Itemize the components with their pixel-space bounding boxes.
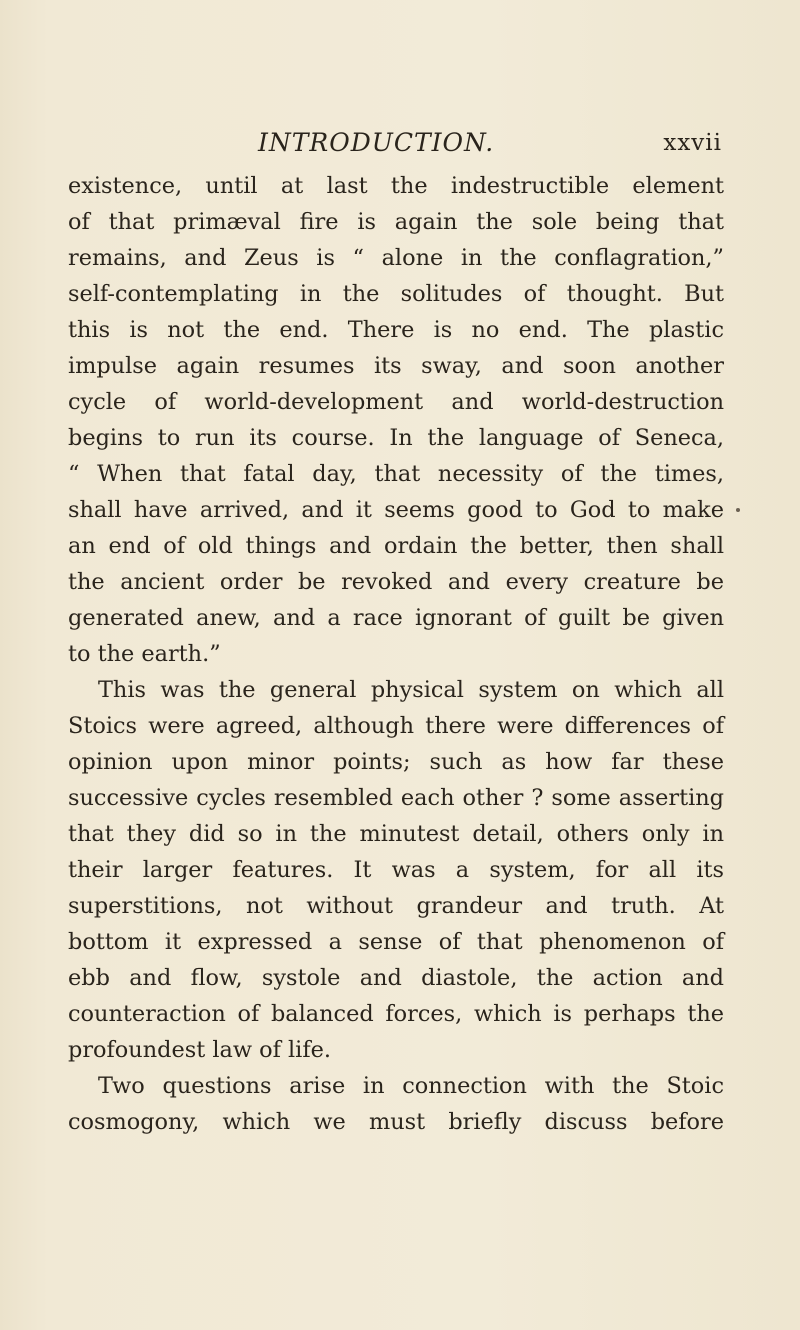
- running-head: [68, 128, 722, 168]
- page-number: xxvii: [663, 130, 722, 156]
- text-line: shall have arrived, and it seems good to God to make: [68, 497, 724, 523]
- text-line: generated anew, and a race ignorant of guilt be given: [68, 605, 724, 631]
- text-line: superstitions, not without grandeur and truth. At: [68, 893, 724, 919]
- text-line: their larger features. It was a system, for all its: [68, 857, 724, 883]
- text-line: existence, until at last the indestructible element: [68, 173, 724, 199]
- text-line: counteraction of balanced forces, which is perhaps the: [68, 1001, 724, 1027]
- chapter-title: INTRODUCTION.: [258, 128, 495, 157]
- text-line: begins to run its course. In the language of Seneca,: [68, 425, 724, 451]
- text-line: remains, and Zeus is “ alone in the conflagration,”: [68, 245, 724, 271]
- text-line: “ When that fatal day, that necessity of the times,: [68, 461, 724, 487]
- paragraph-end-line: to the earth.”: [68, 641, 221, 667]
- text-line: Stoics were agreed, although there were differences of: [68, 713, 724, 739]
- paragraph-end-line: profoundest law of life.: [68, 1037, 331, 1063]
- text-line: self-contemplating in the solitudes of thought. But: [68, 281, 724, 307]
- text-line: that they did so in the minutest detail, others only in: [68, 821, 724, 847]
- text-line: cycle of world-development and world-destruction: [68, 389, 724, 415]
- text-line: impulse again resumes its sway, and soon another: [68, 353, 724, 379]
- text-line: of that primæval fire is again the sole being that: [68, 209, 724, 235]
- text-line: an end of old things and ordain the better, then shall: [68, 533, 724, 559]
- paragraph-start-line: This was the general physical system on which all: [98, 677, 724, 703]
- text-line: bottom it expressed a sense of that phenomenon of: [68, 929, 724, 955]
- text-line: this is not the end. There is no end. The plastic: [68, 317, 724, 343]
- paragraph-start-line: Two questions arise in connection with the Stoic: [98, 1073, 724, 1099]
- body-text: [68, 168, 724, 1140]
- text-line: cosmogony, which we must briefly discuss before: [68, 1109, 724, 1135]
- text-line: successive cycles resembled each other ? some asserting: [68, 785, 724, 811]
- margin-mark: [736, 508, 740, 512]
- text-line: opinion upon minor points; such as how far these: [68, 749, 724, 775]
- text-line: ebb and flow, systole and diastole, the action and: [68, 965, 724, 991]
- text-line: the ancient order be revoked and every creature be: [68, 569, 724, 595]
